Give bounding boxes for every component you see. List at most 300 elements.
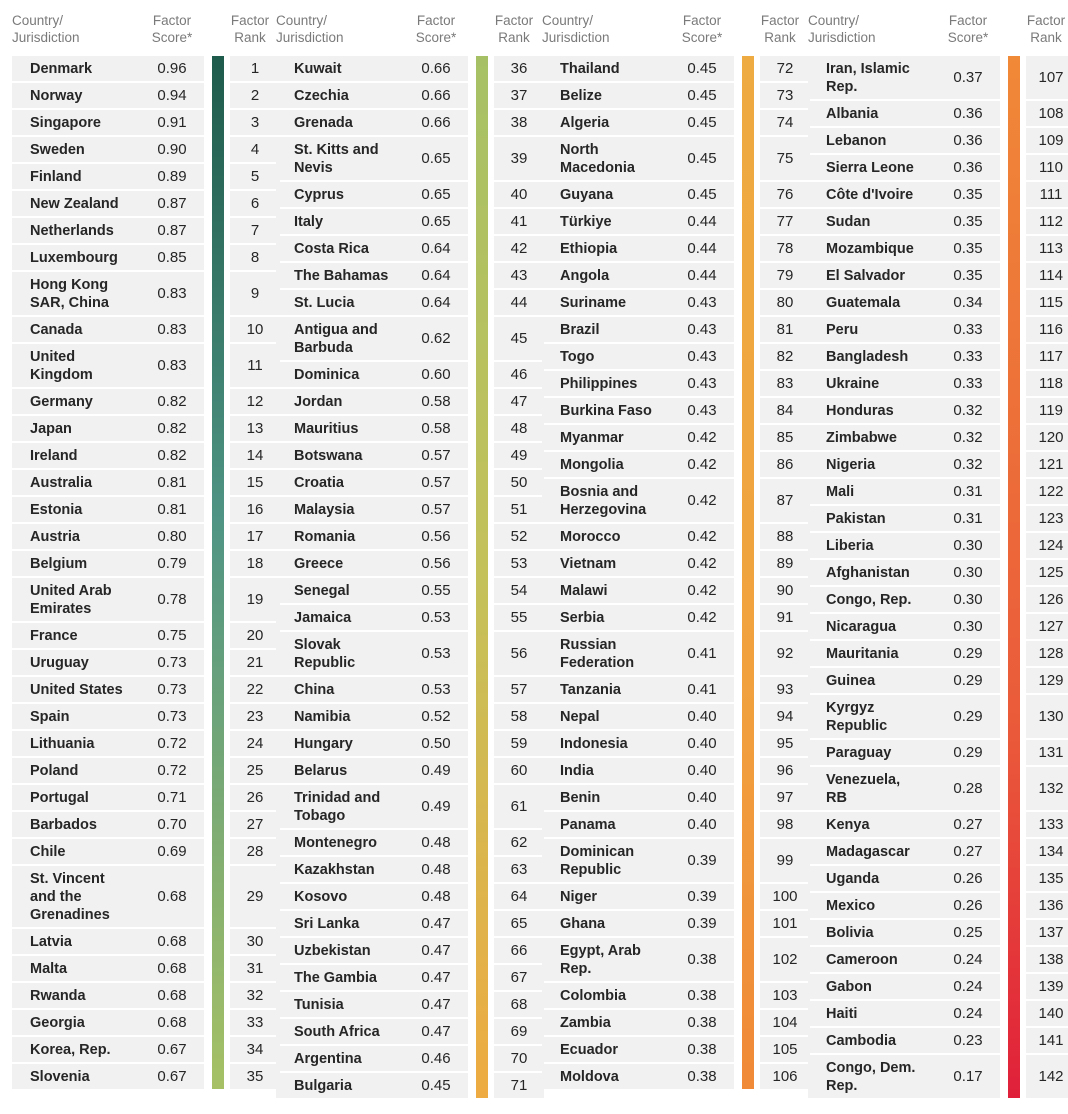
factor-score: 0.36 (953, 159, 983, 176)
country-name: Lebanon (826, 132, 887, 149)
factor-score: 0.83 (157, 321, 187, 338)
table-row (276, 938, 544, 965)
table-row (12, 650, 280, 677)
factor-score: 0.68 (157, 960, 187, 977)
table-row (12, 83, 280, 110)
factor-rank: 19 (246, 591, 264, 608)
factor-rank: 106 (772, 1068, 798, 1085)
table-row (276, 677, 544, 704)
country-name: Albania (826, 105, 879, 122)
table-row (276, 182, 544, 209)
factor-score: 0.64 (421, 240, 451, 257)
factor-score: 0.73 (157, 681, 187, 698)
factor-score: 0.65 (421, 150, 451, 167)
table-row (12, 137, 280, 164)
table-row (12, 443, 280, 470)
factor-score: 0.44 (687, 213, 717, 230)
factor-rank: 49 (510, 447, 528, 464)
country-name: Sierra Leone (826, 159, 914, 176)
factor-score: 0.38 (687, 1014, 717, 1031)
factor-rank: 66 (510, 942, 528, 959)
table-row (542, 290, 810, 317)
table-row (276, 965, 544, 992)
table-row (276, 497, 544, 524)
factor-rank: 133 (1038, 816, 1064, 833)
country-name: Germany (30, 393, 93, 410)
table-row (808, 506, 1068, 533)
country-name: Indonesia (560, 735, 628, 752)
factor-score: 0.45 (687, 60, 717, 77)
country-name: Ukraine (826, 375, 880, 392)
factor-score: 0.48 (421, 834, 451, 851)
factor-rank: 135 (1038, 870, 1064, 887)
table-row (276, 731, 544, 758)
factor-score: 0.44 (687, 267, 717, 284)
factor-rank: 42 (510, 240, 528, 257)
factor-score: 0.47 (421, 915, 451, 932)
country-name: Paraguay (826, 744, 892, 761)
table-row (542, 209, 810, 236)
factor-rank: 1 (250, 60, 260, 77)
factor-score: 0.32 (953, 402, 983, 419)
table-row (542, 551, 810, 578)
factor-rank: 2 (250, 87, 260, 104)
table-row (12, 56, 280, 83)
table-row (808, 893, 1068, 920)
factor-rank: 94 (776, 708, 794, 725)
country-name: Honduras (826, 402, 894, 419)
factor-score: 0.57 (421, 447, 451, 464)
factor-rank: 29 (246, 888, 264, 905)
country-name: Serbia (560, 609, 605, 626)
header-rank: Factor Rank (230, 13, 270, 45)
factor-rank: 67 (510, 969, 528, 986)
factor-score: 0.85 (157, 249, 187, 266)
factor-score: 0.45 (687, 87, 717, 104)
factor-rank: 90 (776, 582, 794, 599)
country-name: The Bahamas (294, 267, 389, 284)
factor-rank: 118 (1039, 375, 1063, 392)
factor-rank: 20 (246, 627, 264, 644)
table-row (276, 605, 544, 632)
factor-rank: 137 (1038, 924, 1064, 941)
country-name: Panama (560, 816, 616, 833)
factor-rank: 128 (1038, 645, 1064, 662)
factor-rank: 89 (776, 555, 794, 572)
factor-score: 0.37 (953, 69, 983, 86)
factor-score: 0.47 (421, 969, 451, 986)
table-row (808, 371, 1068, 398)
factor-score: 0.75 (157, 627, 187, 644)
table-row (808, 533, 1068, 560)
country-name: Tunisia (294, 996, 344, 1013)
table-row (542, 182, 810, 209)
country-name: Congo, Rep. (826, 591, 912, 608)
factor-score: 0.26 (953, 897, 983, 914)
factor-score: 0.58 (421, 393, 451, 410)
factor-score: 0.30 (953, 564, 983, 581)
country-name: Argentina (294, 1050, 362, 1067)
factor-rank: 41 (510, 213, 528, 230)
factor-rank: 52 (510, 528, 528, 545)
factor-score: 0.50 (421, 735, 451, 752)
factor-rank: 63 (510, 861, 528, 878)
country-name: Trinidad and Tobago (294, 789, 381, 824)
country-name: Togo (560, 348, 595, 365)
factor-rank: 37 (510, 87, 528, 104)
factor-score: 0.49 (421, 762, 451, 779)
table-row (276, 389, 544, 416)
factor-rank: 109 (1038, 132, 1064, 149)
table-row (12, 866, 280, 929)
factor-rank: 30 (246, 933, 264, 950)
factor-score: 0.39 (687, 888, 717, 905)
factor-score: 0.81 (157, 501, 187, 518)
country-name: Kazakhstan (294, 861, 375, 878)
table-row (276, 443, 544, 470)
factor-rank: 50 (510, 474, 528, 491)
factor-score: 0.65 (421, 186, 451, 203)
country-name: Czechia (294, 87, 349, 104)
country-name: Kosovo (294, 888, 348, 905)
country-name: Morocco (560, 528, 621, 545)
country-name: Chile (30, 843, 66, 860)
table-row (12, 677, 280, 704)
country-name: North Macedonia (560, 141, 635, 176)
factor-score: 0.42 (687, 582, 717, 599)
factor-score: 0.34 (953, 294, 983, 311)
factor-score: 0.47 (421, 1023, 451, 1040)
country-name: Hungary (294, 735, 353, 752)
country-name: Guinea (826, 672, 876, 689)
country-name: Colombia (560, 987, 627, 1004)
table-row (12, 110, 280, 137)
table-row (276, 470, 544, 497)
table-row (276, 758, 544, 785)
country-name: Guatemala (826, 294, 901, 311)
factor-score: 0.57 (421, 474, 451, 491)
country-name: Angola (560, 267, 610, 284)
factor-score: 0.68 (157, 933, 187, 950)
factor-rank: 91 (776, 609, 794, 626)
factor-rank: 95 (776, 735, 794, 752)
factor-score: 0.39 (687, 915, 717, 932)
country-name: St. Lucia (294, 294, 355, 311)
factor-rank: 35 (246, 1068, 264, 1085)
factor-rank: 15 (246, 474, 264, 491)
country-name: Hong Kong SAR, China (30, 276, 109, 311)
country-name: Singapore (30, 114, 101, 131)
table-row (808, 1028, 1068, 1055)
factor-score: 0.49 (421, 798, 451, 815)
country-name: Uruguay (30, 654, 89, 671)
table-row (12, 785, 280, 812)
factor-score: 0.26 (953, 870, 983, 887)
factor-rank: 108 (1038, 105, 1064, 122)
country-name: Burkina Faso (560, 402, 652, 419)
country-name: Antigua and Barbuda (294, 321, 378, 356)
country-name: Kyrgyz Republic (826, 699, 888, 734)
country-name: Senegal (294, 582, 350, 599)
table-row (276, 1019, 544, 1046)
table-row (808, 695, 1068, 740)
table-row (12, 164, 280, 191)
country-name: Lithuania (30, 735, 95, 752)
factor-score: 0.43 (687, 294, 717, 311)
factor-rank: 99 (776, 852, 794, 869)
factor-rank: 124 (1038, 537, 1064, 554)
country-name: Netherlands (30, 222, 114, 239)
factor-rank: 32 (246, 987, 264, 1004)
country-name: Romania (294, 528, 356, 545)
factor-rank: 47 (510, 393, 528, 410)
table-row (12, 497, 280, 524)
factor-score: 0.42 (687, 492, 717, 509)
factor-rank: 141 (1038, 1032, 1064, 1049)
table-row (12, 956, 280, 983)
country-name: Uzbekistan (294, 942, 371, 959)
factor-rank: 97 (776, 789, 794, 806)
table-row (276, 911, 544, 938)
factor-rank: 116 (1039, 321, 1063, 338)
table-row (12, 578, 280, 623)
country-name: Zimbabwe (826, 429, 897, 446)
factor-rank: 3 (250, 114, 260, 131)
factor-rank: 125 (1038, 564, 1064, 581)
factor-score: 0.24 (953, 951, 983, 968)
factor-score: 0.73 (157, 654, 187, 671)
table-row (542, 1037, 810, 1064)
country-name: Ireland (30, 447, 78, 464)
table-row (276, 110, 544, 137)
country-name: Japan (30, 420, 72, 437)
factor-score: 0.78 (157, 591, 187, 608)
country-name: Cambodia (826, 1032, 897, 1049)
factor-score: 0.87 (157, 222, 187, 239)
factor-score: 0.60 (421, 366, 451, 383)
table-row (12, 929, 280, 956)
table-row (12, 524, 280, 551)
country-name: Cameroon (826, 951, 898, 968)
factor-score: 0.29 (953, 708, 983, 725)
country-name: Mexico (826, 897, 876, 914)
table-row (276, 704, 544, 731)
factor-rank: 87 (776, 492, 794, 509)
factor-score: 0.69 (157, 843, 187, 860)
factor-rank: 9 (250, 285, 260, 302)
header-score: Factor Score* (947, 13, 989, 45)
table-row (276, 857, 544, 884)
factor-rank: 83 (776, 375, 794, 392)
factor-rank: 8 (250, 249, 260, 266)
factor-rank: 55 (510, 609, 528, 626)
factor-score: 0.62 (421, 330, 451, 347)
table-row (542, 83, 810, 110)
factor-score: 0.81 (157, 474, 187, 491)
table-row (808, 101, 1068, 128)
factor-score: 0.73 (157, 708, 187, 725)
table-row (276, 236, 544, 263)
table-row (276, 362, 544, 389)
factor-score: 0.42 (687, 555, 717, 572)
table-row (808, 425, 1068, 452)
table-row (12, 704, 280, 731)
country-name: Türkiye (560, 213, 612, 230)
country-name: Russian Federation (560, 636, 635, 671)
table-row (12, 758, 280, 785)
table-row (542, 344, 810, 371)
table-row (276, 578, 544, 605)
country-name: New Zealand (30, 195, 119, 212)
table-row (12, 344, 280, 389)
table-row (808, 236, 1068, 263)
factor-rank: 96 (776, 762, 794, 779)
factor-score: 0.71 (157, 789, 187, 806)
country-name: Peru (826, 321, 859, 338)
factor-rank: 21 (246, 654, 264, 671)
factor-rank: 62 (510, 834, 528, 851)
country-name: United Arab Emirates (30, 582, 112, 617)
table-row (808, 839, 1068, 866)
factor-rank: 27 (246, 816, 264, 833)
factor-score: 0.45 (687, 186, 717, 203)
table-row (808, 641, 1068, 668)
factor-score: 0.83 (157, 357, 187, 374)
factor-rank: 134 (1038, 843, 1064, 860)
country-name: Tanzania (560, 681, 621, 698)
factor-score: 0.94 (157, 87, 187, 104)
table-row (276, 1073, 544, 1100)
factor-rank: 81 (776, 321, 794, 338)
factor-rank: 26 (246, 789, 264, 806)
factor-rank: 130 (1038, 708, 1064, 725)
header-country: Country/ Jurisdiction (542, 13, 610, 45)
table-row (542, 605, 810, 632)
factor-score: 0.29 (953, 645, 983, 662)
country-name: Australia (30, 474, 93, 491)
factor-rank: 113 (1039, 240, 1063, 257)
table-row (808, 920, 1068, 947)
country-name: St. Kitts and Nevis (294, 141, 379, 176)
country-name: Nigeria (826, 456, 876, 473)
country-name: France (30, 627, 78, 644)
table-row (276, 1046, 544, 1073)
country-name: South Africa (294, 1023, 380, 1040)
factor-rank: 70 (510, 1050, 528, 1067)
factor-rank: 126 (1038, 591, 1064, 608)
country-name: Ethiopia (560, 240, 618, 257)
country-name: Jordan (294, 393, 343, 410)
factor-score: 0.24 (953, 978, 983, 995)
factor-rank: 13 (246, 420, 264, 437)
table-row (542, 137, 810, 182)
factor-score: 0.42 (687, 528, 717, 545)
country-name: Costa Rica (294, 240, 369, 257)
table-row (542, 677, 810, 704)
table-row (808, 947, 1068, 974)
country-name: Vietnam (560, 555, 617, 572)
factor-rank: 79 (776, 267, 794, 284)
factor-score: 0.32 (953, 429, 983, 446)
factor-score: 0.65 (421, 213, 451, 230)
country-name: Madagascar (826, 843, 910, 860)
table-row (12, 245, 280, 272)
country-name: Malaysia (294, 501, 355, 518)
country-name: Croatia (294, 474, 344, 491)
factor-rank: 120 (1038, 429, 1064, 446)
factor-rank: 127 (1038, 618, 1064, 635)
country-name: Canada (30, 321, 83, 338)
table-row (542, 911, 810, 938)
table-row (808, 398, 1068, 425)
table-row (276, 992, 544, 1019)
header-country: Country/ Jurisdiction (808, 13, 876, 45)
factor-score: 0.43 (687, 348, 717, 365)
factor-score: 0.36 (953, 105, 983, 122)
table-row (12, 191, 280, 218)
factor-score: 0.30 (953, 537, 983, 554)
table-row (808, 317, 1068, 344)
table-row (12, 470, 280, 497)
factor-score: 0.25 (953, 924, 983, 941)
table-row (808, 155, 1068, 182)
table-row (12, 839, 280, 866)
factor-rank: 4 (250, 141, 260, 158)
factor-score: 0.40 (687, 735, 717, 752)
country-name: Poland (30, 762, 79, 779)
factor-rank: 100 (772, 888, 798, 905)
score-color-bar (212, 56, 224, 1089)
table-row (12, 1064, 280, 1091)
country-name: Belgium (30, 555, 88, 572)
factor-rank: 75 (776, 150, 794, 167)
country-name: El Salvador (826, 267, 905, 284)
table-row (276, 632, 544, 677)
factor-rank: 22 (246, 681, 264, 698)
factor-score: 0.27 (953, 843, 983, 860)
table-row (808, 812, 1068, 839)
table-row (808, 614, 1068, 641)
factor-score: 0.70 (157, 816, 187, 833)
table-row (808, 344, 1068, 371)
factor-rank: 10 (246, 321, 264, 338)
factor-rank: 105 (772, 1041, 798, 1058)
factor-score: 0.89 (157, 168, 187, 185)
table-row (542, 704, 810, 731)
table-row (276, 551, 544, 578)
factor-rank: 82 (776, 348, 794, 365)
table-row (808, 452, 1068, 479)
factor-score: 0.41 (687, 645, 717, 662)
factor-score: 0.67 (157, 1041, 187, 1058)
factor-score: 0.36 (953, 132, 983, 149)
factor-score: 0.38 (687, 1068, 717, 1085)
country-name: Rwanda (30, 987, 86, 1004)
factor-score: 0.40 (687, 816, 717, 833)
factor-rank: 14 (246, 447, 264, 464)
country-name: Benin (560, 789, 601, 806)
country-name: Guyana (560, 186, 614, 203)
country-name: Malta (30, 960, 68, 977)
country-name: Botswana (294, 447, 363, 464)
country-name: Haiti (826, 1005, 858, 1022)
table-row (12, 812, 280, 839)
factor-score: 0.66 (421, 114, 451, 131)
factor-rank: 129 (1038, 672, 1064, 689)
country-name: Dominican Republic (560, 843, 635, 878)
factor-rank: 117 (1039, 348, 1063, 365)
country-name: United States (30, 681, 123, 698)
